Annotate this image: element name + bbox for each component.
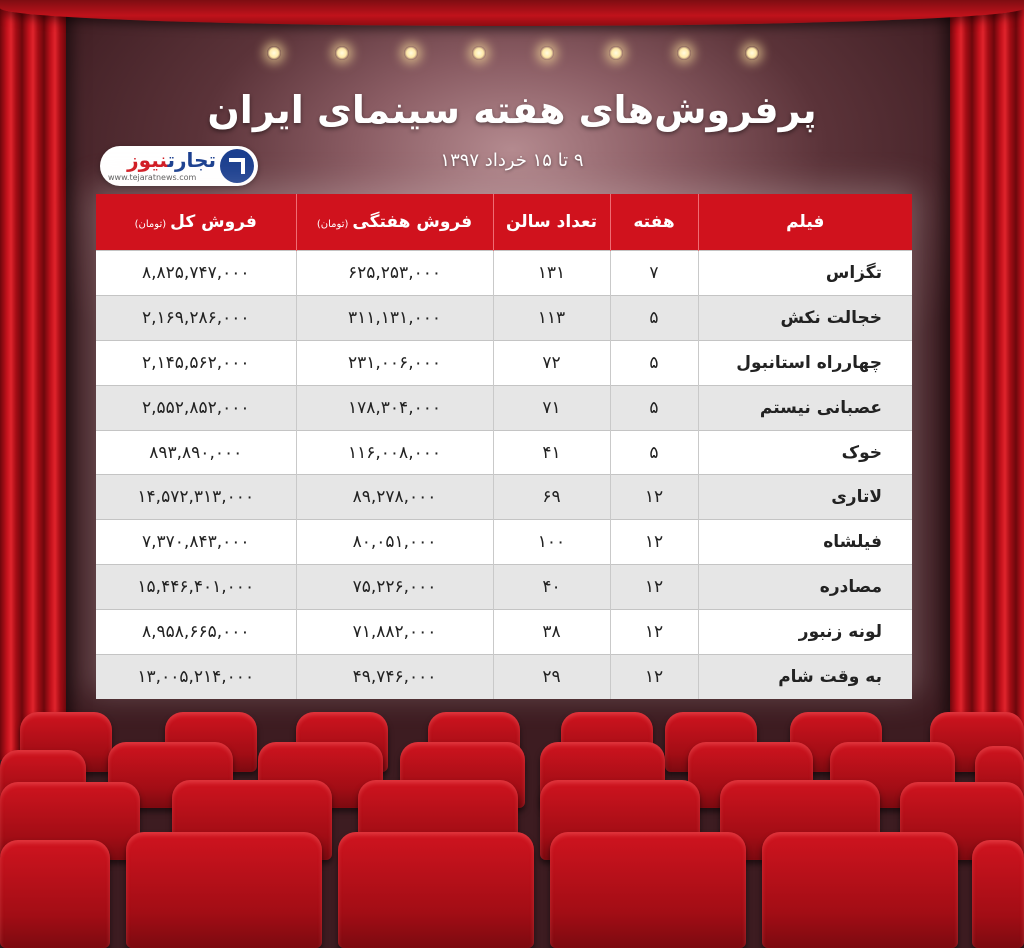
week-cell: ۵	[610, 385, 698, 430]
logo-name	[127, 148, 216, 172]
header-total-sales	[96, 194, 296, 251]
table-row	[96, 565, 912, 610]
light-icon	[472, 46, 486, 60]
halls-cell: ۱۰۰	[493, 520, 610, 565]
header-halls: تعداد سالن	[493, 194, 610, 251]
film-cell: چهارراه استانبول	[698, 340, 912, 385]
total-sales-cell: ۸۹۳,۸۹۰,۰۰۰	[96, 430, 296, 475]
table-row	[96, 430, 912, 475]
total-sales-cell: ۸,۹۵۸,۶۶۵,۰۰۰	[96, 610, 296, 655]
table-row	[96, 520, 912, 565]
header-total-sales-label: فروش کل	[170, 212, 257, 232]
weekly-sales-cell: ۱۷۸,۳۰۴,۰۰۰	[296, 385, 493, 430]
light-icon	[540, 46, 554, 60]
header-total-sales-unit: (تومان)	[134, 219, 167, 230]
weekly-sales-cell: ۸۹,۲۷۸,۰۰۰	[296, 475, 493, 520]
seat	[972, 840, 1024, 948]
light-icon	[404, 46, 418, 60]
film-cell: عصبانی نیستم	[698, 385, 912, 430]
weekly-sales-cell: ۴۹,۷۴۶,۰۰۰	[296, 655, 493, 699]
header-weekly-sales	[296, 194, 493, 251]
weekly-sales-cell: ۷۵,۲۲۶,۰۰۰	[296, 565, 493, 610]
total-sales-cell: ۷,۳۷۰,۸۴۳,۰۰۰	[96, 520, 296, 565]
logo-name-part1: تجارت	[167, 148, 216, 172]
week-cell: ۵	[610, 430, 698, 475]
table-row	[96, 251, 912, 296]
halls-cell: ۱۳۱	[493, 251, 610, 296]
halls-cell: ۶۹	[493, 475, 610, 520]
week-cell: ۱۲	[610, 610, 698, 655]
stage-lights	[0, 46, 1024, 66]
total-sales-cell: ۸,۸۲۵,۷۴۷,۰۰۰	[96, 251, 296, 296]
film-cell: مصادره	[698, 565, 912, 610]
film-cell: لاتاری	[698, 475, 912, 520]
seat	[762, 832, 958, 948]
logo-name-part2: نیوز	[127, 148, 168, 172]
table-row	[96, 475, 912, 520]
total-sales-cell: ۲,۱۶۹,۲۸۶,۰۰۰	[96, 295, 296, 340]
film-cell: لونه زنبور	[698, 610, 912, 655]
table-row	[96, 385, 912, 430]
week-cell: ۷	[610, 251, 698, 296]
week-cell: ۱۲	[610, 520, 698, 565]
weekly-sales-cell: ۸۰,۰۵۱,۰۰۰	[296, 520, 493, 565]
weekly-sales-cell: ۶۲۵,۲۵۳,۰۰۰	[296, 251, 493, 296]
halls-cell: ۷۱	[493, 385, 610, 430]
light-icon	[745, 46, 759, 60]
halls-cell: ۷۲	[493, 340, 610, 385]
halls-cell: ۲۹	[493, 655, 610, 699]
header-weekly-sales-unit: (تومان)	[316, 219, 349, 230]
seat	[338, 832, 534, 948]
logo-url: www.tejaratnews.com	[108, 173, 197, 182]
page-title: پرفروش‌های هفته سینمای ایران	[207, 88, 817, 132]
date-range: ۹ تا ۱۵ خرداد ۱۳۹۷	[440, 150, 584, 171]
halls-cell: ۳۸	[493, 610, 610, 655]
week-cell: ۵	[610, 340, 698, 385]
publisher-logo	[100, 146, 258, 186]
week-cell: ۱۲	[610, 475, 698, 520]
weekly-sales-cell: ۲۳۱,۰۰۶,۰۰۰	[296, 340, 493, 385]
header-weekly-sales-label: فروش هفتگی	[352, 212, 473, 232]
film-cell: به وقت شام	[698, 655, 912, 699]
film-cell: تگزاس	[698, 251, 912, 296]
total-sales-cell: ۱۳,۰۰۵,۲۱۴,۰۰۰	[96, 655, 296, 699]
table-row	[96, 340, 912, 385]
weekly-sales-cell: ۳۱۱,۱۳۱,۰۰۰	[296, 295, 493, 340]
table-row	[96, 295, 912, 340]
total-sales-cell: ۲,۵۵۲,۸۵۲,۰۰۰	[96, 385, 296, 430]
arrow-logo-icon	[220, 149, 254, 183]
week-cell: ۱۲	[610, 565, 698, 610]
total-sales-cell: ۱۴,۵۷۲,۳۱۳,۰۰۰	[96, 475, 296, 520]
film-cell: خوک	[698, 430, 912, 475]
light-icon	[335, 46, 349, 60]
week-cell: ۵	[610, 295, 698, 340]
light-icon	[267, 46, 281, 60]
film-cell: فیلشاه	[698, 520, 912, 565]
seat	[126, 832, 322, 948]
box-office-table	[96, 194, 912, 687]
week-cell: ۱۲	[610, 655, 698, 699]
light-icon	[609, 46, 623, 60]
halls-cell: ۴۱	[493, 430, 610, 475]
halls-cell: ۴۰	[493, 565, 610, 610]
table-header-row	[96, 194, 912, 251]
theater-seats	[0, 700, 1024, 948]
weekly-sales-cell: ۱۱۶,۰۰۸,۰۰۰	[296, 430, 493, 475]
header-film: فیلم	[698, 194, 912, 251]
total-sales-cell: ۲,۱۴۵,۵۶۲,۰۰۰	[96, 340, 296, 385]
header-week: هفته	[610, 194, 698, 251]
table-row	[96, 610, 912, 655]
table-row	[96, 655, 912, 699]
halls-cell: ۱۱۳	[493, 295, 610, 340]
total-sales-cell: ۱۵,۴۴۶,۴۰۱,۰۰۰	[96, 565, 296, 610]
weekly-sales-cell: ۷۱,۸۸۲,۰۰۰	[296, 610, 493, 655]
light-icon	[677, 46, 691, 60]
curtain-valance	[0, 0, 1024, 26]
seat	[550, 832, 746, 948]
film-cell: خجالت نکش	[698, 295, 912, 340]
seat	[0, 840, 110, 948]
